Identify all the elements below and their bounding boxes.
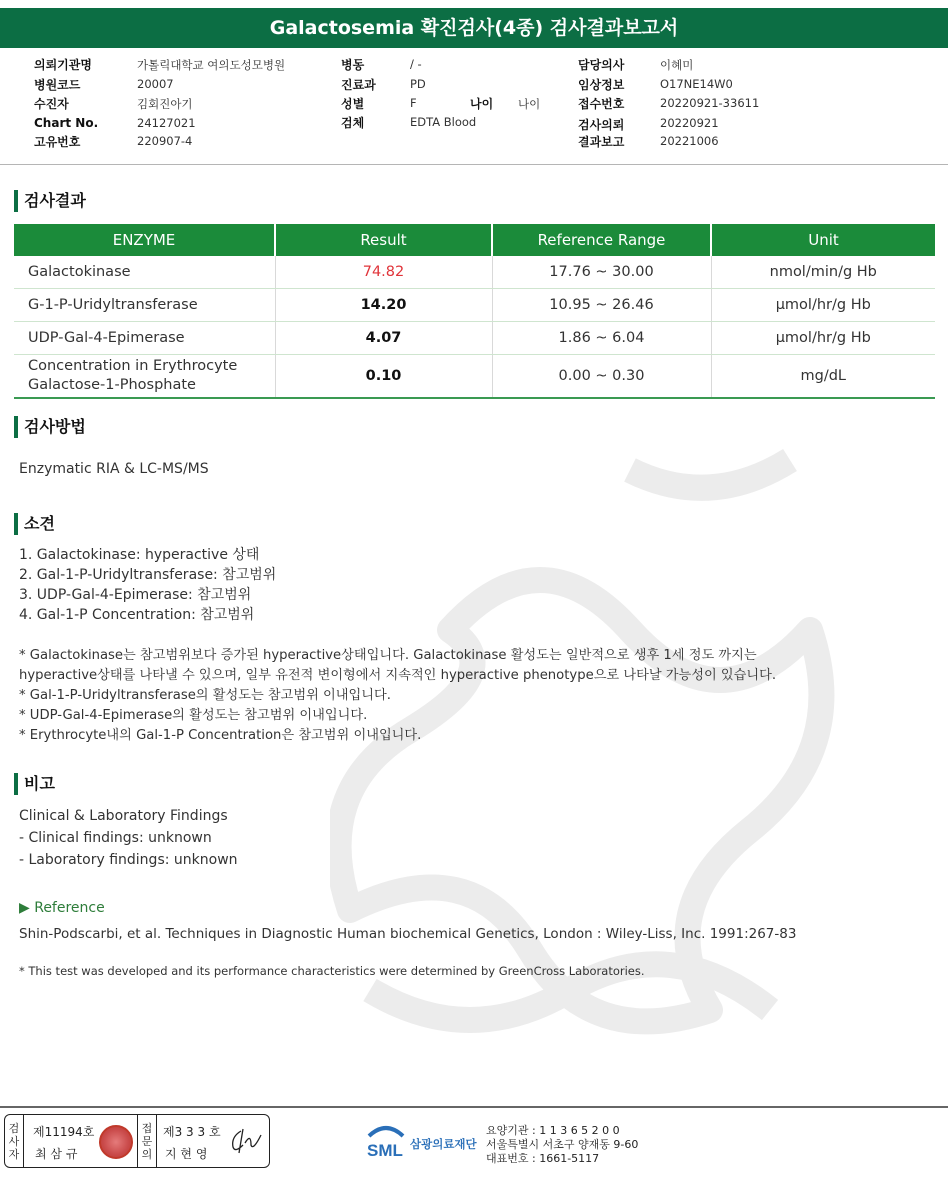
table-row	[14, 355, 935, 399]
info-value-doctor: 이혜미	[660, 58, 694, 72]
info-label-age: 나이	[470, 97, 494, 111]
unit: mg/dL	[711, 355, 935, 399]
results-header-row	[14, 224, 935, 256]
list-item: 1. Galactokinase: hyperactive 상태	[19, 547, 260, 563]
footer-line: 요양기관 : 1 1 3 6 5 2 0 0	[486, 1124, 620, 1137]
list-item: 3. UDP-Gal-4-Epimerase: 참고범위	[19, 587, 252, 603]
method-text: Enzymatic RIA & LC-MS/MS	[19, 461, 209, 477]
unit: μmol/hr/g Hb	[711, 289, 935, 322]
unit: μmol/hr/g Hb	[711, 322, 935, 355]
stamp2-name: 지 현 영	[165, 1147, 208, 1161]
list-item: 4. Gal-1-P Concentration: 참고범위	[19, 607, 255, 623]
info-label-specimen: 검체	[341, 116, 365, 130]
stamp2-license: 제3 3 3 호	[163, 1125, 221, 1139]
unit: nmol/min/g Hb	[711, 256, 935, 289]
note-line: * Galactokinase는 참고범위보다 증가된 hyperactive상태입니다. Galactokinase 활성도는 일반적으로 생후 1세 정도 까지는	[19, 648, 757, 663]
reference-range: 10.95 ~ 26.46	[492, 289, 711, 322]
patient-info-panel	[0, 48, 948, 165]
enzyme-name-line2: Galactose-1-Phosphate	[28, 377, 196, 393]
report-footer	[0, 1106, 948, 1178]
info-value-clinical-info: O17NE14W0	[660, 77, 733, 91]
list-item: - Clinical findings: unknown	[19, 830, 212, 846]
info-label-unique-no: 고유번호	[34, 135, 81, 149]
remarks-list	[19, 805, 238, 871]
watermark-pattern	[330, 430, 948, 1150]
info-value-ward: / -	[410, 57, 422, 71]
info-label-receipt-no: 접수번호	[578, 97, 625, 111]
info-value-unique-no: 220907-4	[137, 134, 193, 148]
note-line: * Gal-1-P-Uridyltransferase의 활성도는 참고범위 이내입니다.	[19, 688, 391, 703]
info-value-request-date: 20220921	[660, 116, 719, 130]
info-value-report-date: 20221006	[660, 134, 719, 148]
findings-list	[19, 545, 276, 625]
stamp1-name: 최 삼 규	[35, 1147, 78, 1161]
list-item: 2. Gal-1-P-Uridyltransferase: 참고범위	[19, 567, 277, 583]
info-label-hospital-code: 병원코드	[34, 78, 81, 92]
findings-notes	[19, 646, 776, 746]
info-label-requesting-org: 의뢰기관명	[34, 58, 92, 72]
reference-range: 1.86 ~ 6.04	[492, 322, 711, 355]
org-name: 삼광의료재단	[410, 1137, 477, 1151]
official-seal-icon	[99, 1125, 133, 1159]
remarks-section-title: 비고	[14, 773, 55, 795]
sml-logo-icon	[365, 1122, 407, 1162]
list-item: Clinical & Laboratory Findings	[19, 808, 228, 824]
note-line: * Erythrocyte내의 Gal-1-P Concentration은 참고범위 이내입니다.	[19, 728, 422, 743]
note-line: * UDP-Gal-4-Epimerase의 활성도는 참고범위 이내입니다.	[19, 708, 368, 723]
enzyme-name	[14, 355, 275, 399]
svg-text:SML: SML	[367, 1141, 403, 1160]
info-value-sex: F	[410, 96, 417, 110]
info-value-requesting-org: 가톨릭대학교 여의도성모병원	[137, 58, 286, 72]
info-label-clinical-info: 임상정보	[578, 78, 625, 92]
col-header-enzyme: ENZYME	[14, 224, 275, 256]
reference-label: ▶ Reference	[19, 900, 105, 916]
info-label-patient: 수진자	[34, 97, 69, 111]
reference-range: 0.00 ~ 0.30	[492, 355, 711, 399]
info-label-request-date: 검사의뢰	[578, 118, 625, 132]
stamp1-license: 제11194호	[33, 1125, 95, 1139]
info-value-specimen: EDTA Blood	[410, 115, 477, 129]
results-table	[14, 224, 935, 399]
table-row	[14, 322, 935, 355]
info-value-hospital-code: 20007	[137, 77, 174, 91]
info-label-department: 진료과	[341, 78, 376, 92]
info-value-department: PD	[410, 77, 426, 91]
result-value: 0.10	[275, 355, 492, 399]
signature-stamp-box	[4, 1114, 270, 1168]
info-label-sex: 성별	[341, 97, 365, 111]
result-value: 4.07	[275, 322, 492, 355]
info-label-chart-no: Chart No.	[34, 116, 99, 130]
col-header-reference-range: Reference Range	[492, 224, 711, 256]
disclaimer-text: * This test was developed and its performance characteristics were determined by GreenCross Laboratories.	[19, 964, 645, 978]
reference-text: Shin-Podscarbi, et al. Techniques in Diagnostic Human biochemical Genetics, London : Wiley-Liss, Inc. 1991:267-83	[19, 926, 797, 942]
enzyme-name: G-1-P-Uridyltransferase	[14, 289, 275, 322]
note-line: hyperactive상태를 나타낼 수 있으며, 일부 유전적 변이형에서 지속적인 hyperactive phenotype으로 나타날 가능성이 있습니다.	[19, 668, 777, 683]
info-value-age: 나이	[518, 97, 541, 111]
info-label-ward: 병동	[341, 58, 365, 72]
stamp1-role-label: 검 사 자	[5, 1115, 24, 1167]
footer-line: 대표번호 : 1661-5117	[486, 1152, 600, 1165]
col-header-unit: Unit	[711, 224, 935, 256]
table-row	[14, 289, 935, 322]
list-item: - Laboratory findings: unknown	[19, 852, 238, 868]
table-row	[14, 256, 935, 289]
footer-line: 서울특별시 서초구 양재동 9-60	[486, 1138, 639, 1151]
method-section-title: 검사방법	[14, 416, 86, 438]
enzyme-name-line1: Concentration in Erythrocyte	[28, 358, 238, 374]
reference-range: 17.76 ~ 30.00	[492, 256, 711, 289]
enzyme-name: UDP-Gal-4-Epimerase	[14, 322, 275, 355]
info-value-chart-no: 24127021	[137, 116, 196, 130]
result-value: 74.82	[275, 256, 492, 289]
col-header-result: Result	[275, 224, 492, 256]
results-section-title: 검사결과	[14, 190, 86, 212]
result-value: 14.20	[275, 289, 492, 322]
info-label-doctor: 담당의사	[578, 58, 625, 72]
report-title: Galactosemia 확진검사(4종) 검사결과보고서	[0, 8, 948, 48]
info-value-receipt-no: 20220921-33611	[660, 96, 760, 110]
info-value-patient: 김회진아기	[137, 97, 193, 111]
findings-section-title: 소견	[14, 513, 55, 535]
handwritten-signature-icon	[227, 1125, 263, 1157]
enzyme-name: Galactokinase	[14, 256, 275, 289]
info-label-report-date: 결과보고	[578, 135, 625, 149]
stamp2-role-label: 접 문 의	[137, 1115, 157, 1167]
